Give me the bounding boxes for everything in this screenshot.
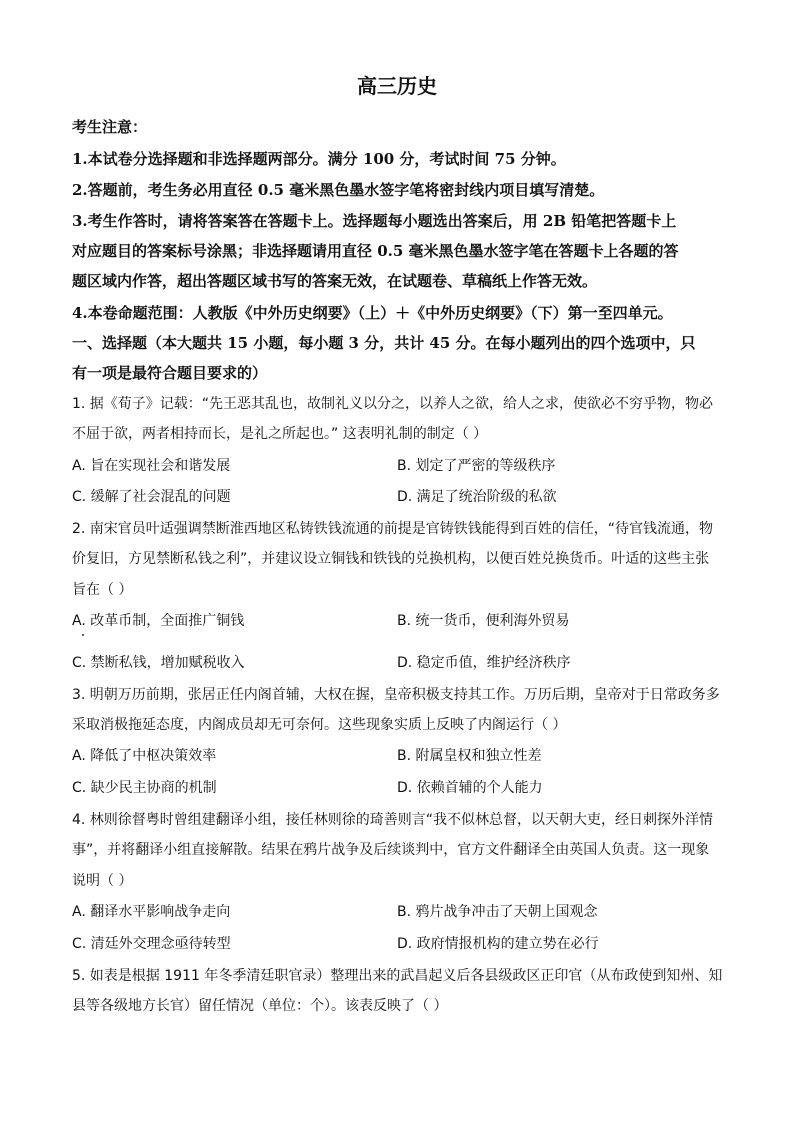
option-c: C. 清廷外交理念亟待转型 <box>72 936 231 952</box>
option-d: D. 政府情报机构的建立势在必行 <box>397 936 599 952</box>
question-text: 不屈于欲，两者相持而长，是礼之所起也。” 这表明礼制的制定（ ） <box>72 426 488 442</box>
notice-line: 1.本试卷分选择题和非选择题两部分。满分 100 分，考试时间 75 分钟。 <box>72 150 566 168</box>
option-a: A. 旨在实现社会和谐发展 <box>72 458 231 474</box>
option-c: C. 缓解了社会混乱的问题 <box>72 489 231 505</box>
option-b: B. 鸦片战争冲击了天朝上国观念 <box>397 904 598 920</box>
notice-line: 4.本卷命题范围：人教版《中外历史纲要》（上）＋《中外历史纲要》（下）第一至四单元。 <box>72 304 673 322</box>
option-d: D. 依赖首辅的个人能力 <box>397 780 543 796</box>
notice-line: 对应题目的答案标号涂黑；非选择题请用直径 0.5 毫米黑色墨水签字笔在答题卡上各题的答 <box>72 242 679 260</box>
question-text: 事”，并将翻译小组直接解散。结果在鸦片战争及后续谈判中，官方文件翻译全由英国人负责。这一现象 <box>72 842 710 858</box>
option-d: D. 稳定币值，维护经济秩序 <box>397 655 571 671</box>
section-heading: 有一项是最符合题目要求的） <box>72 364 268 382</box>
question-text: 旨在（ ） <box>72 582 133 598</box>
question-text: 4. 林则徐督粤时曾组建翻译小组，接任林则徐的琦善则言“我不似林总督，以天朝大吏，经日刺探外洋情 <box>72 812 714 828</box>
notice-line: 3.考生作答时，请将答案答在答题卡上。选择题每小题选出答案后，用 2B 铅笔把答题卡上 <box>72 212 677 230</box>
notice-line: 题区域内作答，超出答题区域书写的答案无效，在试题卷、草稿纸上作答无效。 <box>72 272 598 290</box>
notice-line: 2.答题前，考生务必用直径 0.5 毫米黑色墨水签字笔将密封线内项目填写清楚。 <box>72 181 605 199</box>
option-b: B. 附属皇权和独立性差 <box>397 748 542 764</box>
question-text: 2. 南宋官员叶适强调禁断淮西地区私铸铁钱流通的前提是官铸铁钱能得到百姓的信任，“待官钱流通，物 <box>72 521 714 537</box>
question-text: 采取消极拖延态度，内阁成员却无可奈何。这些现象实质上反映了内阁运行（ ） <box>72 717 567 733</box>
option-b: B. 划定了严密的等级秩序 <box>397 458 556 474</box>
option-a: A. 翻译水平影响战争走向 <box>72 904 231 920</box>
question-text: 说明（ ） <box>72 873 133 889</box>
question-text: 县等各级地方长官）留任情况（单位：个）。该表反映了（ ） <box>72 998 448 1014</box>
option-c: C. 缺少民主协商的机制 <box>72 780 217 796</box>
section-heading: 一、选择题（本大题共 15 小题，每小题 3 分，共计 45 分。在每小题列出的四个选项中，只 <box>72 334 696 352</box>
question-text: 价复旧，方见禁断私钱之利”，并建议设立铜钱和铁钱的兑换机构，以便百姓兑换货币。叶适的这些主张 <box>72 551 710 567</box>
option-c: C. 禁断私钱，增加赋税收入 <box>72 655 245 671</box>
option-a: A. 降低了中枢决策效率 <box>72 748 217 764</box>
question-text: 1. 据《荀子》记载：“先王恶其乱也，故制礼义以分之，以养人之欲，给人之求，使欲必不穷乎物，物必 <box>72 396 714 412</box>
option-a: A. 改革币制，全面推广铜钱 <box>72 613 245 629</box>
question-text: 5. 如表是根据 1911 年冬季清廷职官录）整理出来的武昌起义后各县级政区正印官（从布政使到知州、知 <box>72 968 723 984</box>
notice-heading: 考生注意： <box>72 118 148 136</box>
page-title: 高三历史 <box>357 74 437 98</box>
option-d: D. 满足了统治阶级的私欲 <box>397 489 557 505</box>
question-text: 3. 明朝万历前期，张居正任内阁首辅，大权在握，皇帝积极支持其工作。万历后期，皇帝对于日常政务多 <box>72 687 720 703</box>
stray-mark <box>82 634 84 636</box>
option-b: B. 统一货币，便利海外贸易 <box>397 613 570 629</box>
